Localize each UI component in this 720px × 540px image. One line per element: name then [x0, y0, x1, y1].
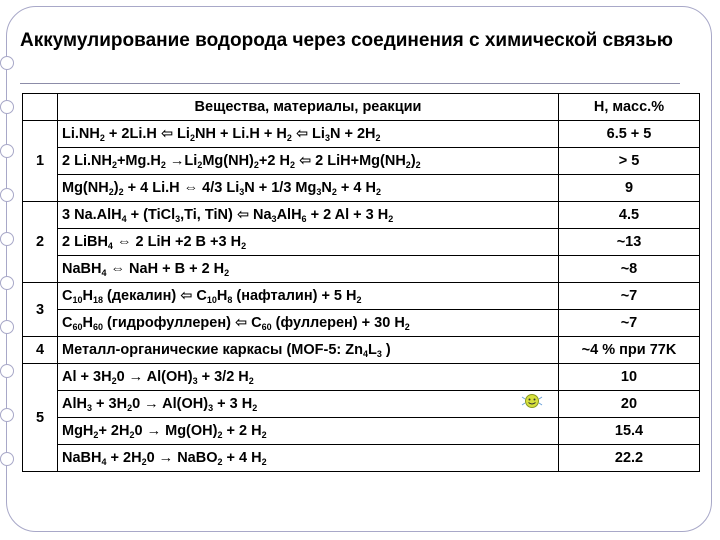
table-row: [23, 310, 700, 337]
h-mass-value: ~7: [559, 310, 700, 337]
h-mass-value: ~13: [559, 229, 700, 256]
reaction-cell: $C_{10}H_{18}$ (декалин) ⇦ $C_{10}H_8$ (нафталин) + 5 $H_2$: [58, 283, 559, 310]
h-mass-value: ~4 % при 77K: [559, 337, 700, 364]
binder-ring: [0, 144, 14, 158]
title-divider: [20, 83, 680, 84]
table-row: [23, 148, 700, 175]
table-row: [23, 391, 700, 418]
header-substance: Вещества, материалы, реакции: [58, 94, 559, 121]
group-number: 3: [23, 283, 58, 337]
table-row: [23, 364, 700, 391]
reaction-cell: 3 Na.AlH$_4$ + (TiCl$_3$,Ti, TiN) ⇦ $Na_3AlH_6 + 2$ Al + 3 $H_2$: [58, 202, 559, 229]
binder-rings: [0, 56, 18, 536]
reaction-cell: Металл-органические каркасы (MOF-5: $Zn_4L_3$ ): [58, 337, 559, 364]
table-row: [23, 283, 700, 310]
header-h-mass: H, масс.%: [559, 94, 700, 121]
reaction-cell: $AlH_3 + 3H_20 \to Al(OH)_3 + 3$ $H_2$: [58, 391, 559, 418]
table-row: [23, 337, 700, 364]
binder-ring: [0, 56, 14, 70]
slide-title: Аккумулирование водорода через соединения с химической связью: [20, 30, 673, 51]
h-mass-value: 10: [559, 364, 700, 391]
binder-ring: [0, 232, 14, 246]
h-mass-value: 15.4: [559, 418, 700, 445]
table-row: [23, 229, 700, 256]
binder-ring: [0, 100, 14, 114]
h-mass-value: 9: [559, 175, 700, 202]
table-row: [23, 445, 700, 472]
header-num-cell: [23, 94, 58, 121]
table-row: [23, 175, 700, 202]
reaction-cell: 2 $Li.NH_2+Mg.H_2 \to Li_2Mg(NH)_2+2$ $H_2$ ⇦ 2 $LiH+Mg(NH_2)_2$: [58, 148, 559, 175]
h-mass-value: 4.5: [559, 202, 700, 229]
binder-ring: [0, 452, 14, 466]
group-number: 1: [23, 121, 58, 202]
reaction-cell: NaBH$_4$ ⇔ NaH + B + 2 $H_2$: [58, 256, 559, 283]
smiley-icon: [521, 393, 543, 409]
table-row: [23, 418, 700, 445]
binder-ring: [0, 364, 14, 378]
h-mass-value: 6.5 + 5: [559, 121, 700, 148]
table-body: [23, 121, 700, 472]
reaction-cell: $Mg(NH_2)_2 + 4$ Li.H ⇔ 4/3 $Li_3N + 1/3$ $Mg_3N_2 + 4$ $H_2$: [58, 175, 559, 202]
table-row: [23, 256, 700, 283]
reaction-cell: NaBH$_4$ + $2H_20$ → NaBO$_2$ + 4 $H_2$: [58, 445, 559, 472]
reaction-cell: $MgH_2+ 2H_20 \to Mg(OH)_2 + 2$ $H_2$: [58, 418, 559, 445]
h-mass-value: 22.2: [559, 445, 700, 472]
reaction-cell: $Al + 3H_20 \to Al(OH)_3 + 3/2$ $H_2$: [58, 364, 559, 391]
binder-ring: [0, 276, 14, 290]
group-number: 2: [23, 202, 58, 283]
table-header-row: [23, 94, 700, 121]
h-mass-value: ~7: [559, 283, 700, 310]
binder-ring: [0, 320, 14, 334]
reaction-cell: 2 LiBH$_4$ ⇔ 2 LiH +2 B +3 $H_2$: [58, 229, 559, 256]
table-row: [23, 202, 700, 229]
group-number: 4: [23, 337, 58, 364]
binder-ring: [0, 408, 14, 422]
h-mass-value: > 5: [559, 148, 700, 175]
h-mass-value: ~8: [559, 256, 700, 283]
reaction-cell: $C_{60}H_{60}$ (гидрофуллерен) ⇦ $C_{60}$ (фуллерен) + 30 $H_2$: [58, 310, 559, 337]
table-row: [23, 121, 700, 148]
binder-ring: [0, 188, 14, 202]
h-mass-value: 20: [559, 391, 700, 418]
hydrogen-storage-table: [22, 93, 700, 472]
reaction-cell: $Li.NH_2 + 2Li.H$ ⇦ $Li_2NH + Li.H + H_2$ ⇦ $Li_3N + 2H_2$: [58, 121, 559, 148]
group-number: 5: [23, 364, 58, 472]
